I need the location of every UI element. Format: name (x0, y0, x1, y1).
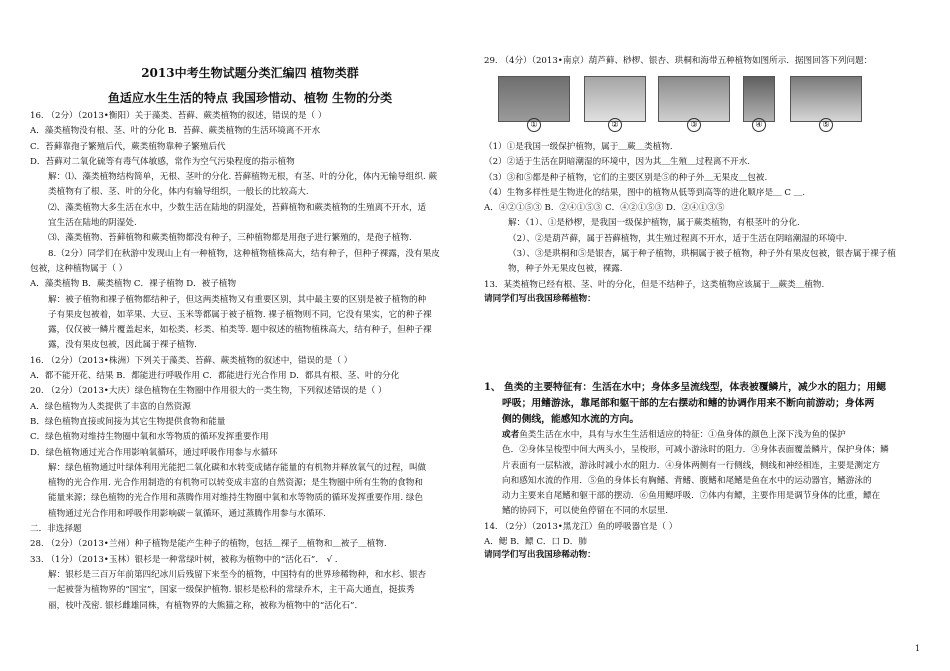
fish-text-line: 或者鱼类生活在水中，具有与水生生活相适应的特征：①鱼身体的颜色上深下浅为鱼的保护 (502, 430, 846, 440)
left-text-line: A．藻类植物 B．蕨类植物 C．裸子植物 D．被子植物 (30, 279, 237, 290)
fern-image (498, 76, 570, 122)
rare-animals-prompt: 请同学们写出我国珍稀动物： (484, 550, 596, 560)
figure-label-3: ③ (687, 118, 701, 132)
left-text-line: 16. （2分）（2013•衡阳）关于藻类、苔藓、蕨类植物的叙述，错误的是（ ） (30, 111, 327, 121)
answer-line: （2）、②是葫芦藓，属于苔藓植物，其生殖过程离不开水，适于生活在阴暗潮湿的环境中. (508, 233, 848, 244)
fish-alt-prefix: 或者 (502, 430, 520, 440)
figure-label-1: ① (527, 118, 541, 132)
left-text-line: 20. （2分）（2013•大庆）绿色植物在生物圈中作用很大的一类生物，下列叙述错误的是（ ） (30, 386, 387, 397)
moss-image (584, 76, 646, 122)
left-text-line: A．都不能开花、结果 B．都能进行呼吸作用 C．都能进行光合作用 D．都具有根、茎、叶的分化 (30, 371, 400, 382)
left-text-line: 类植物有了根、茎、叶的分化，体内有输导组织，一般长的比较高大. (48, 187, 309, 198)
left-text-line: A．绿色植物为人类提供了丰富的自然资源 (30, 401, 191, 412)
fish-text-line: 1、 鱼类的主要特征有：生活在水中；身体多呈流线型，体表被覆鳞片，减少水的阻力；用鳃 (484, 382, 887, 393)
left-text-line: 宜生活在陆地的阴湿处. (48, 218, 137, 229)
kelp-image (743, 76, 775, 122)
fish-text-line: 片表面有一层粘液，游泳时减小水的阻力．④身体两侧有一行侧线，侧线和神经相连，主要是测定方 (502, 460, 881, 471)
left-text-line: 植物的光合作用. 光合作用制造的有机物可以转变成丰富的自然资源；是生物圈中所有生物的食物和 (48, 478, 423, 489)
left-text-line: 解：绿色植物通过叶绿体利用光能把二氧化碳和水转变成储存能量的有机物并释放氧气的过程，叫做 (48, 462, 427, 473)
figure-label-4: ④ (752, 118, 766, 132)
left-text-line: 28. （2分）（2013•兰州）种子植物是能产生种子的植物，包括＿裸子＿植物和＿被子＿植物. (30, 539, 387, 550)
left-text-line: 33. （1分）（2013•玉林）银杉是一种常绿叶树，被称为植物中的“活化石”． √ ． (30, 554, 344, 565)
dove-tree-image (658, 76, 730, 122)
answer-line: （3）③和⑤都是种子植物，它们的主要区别是⑤的种子外＿无果皮＿包被. (484, 172, 768, 183)
sub-title: 鱼适应水生生活的特点 我国珍惜动、植物 生物的分类 (107, 91, 393, 105)
left-text-line: 露，没有果皮包被，因此属于裸子植物. (48, 340, 197, 351)
figure-label-2: ② (608, 118, 622, 132)
right-answers-block (484, 140, 924, 293)
left-text-line: 植物通过光合作用和呼吸作用影响碳－氧循环，通过蒸腾作用参与水循环. (48, 508, 326, 519)
fish-text-line: 侧的侧线，能感知水流的方向。 (502, 414, 640, 425)
left-text-line: C．苔藓靠孢子繁殖后代，蕨类植物靠种子繁殖后代 (30, 141, 226, 152)
left-text-line: 一起被誉为植物界的“国宝”，国家一级保护植物. 银杉是松科的常绿乔木，主干高大通直，挺拔秀 (48, 585, 415, 596)
left-text-line: 二．非选择题 (30, 524, 82, 535)
left-text-line: 露，仅仅被一鳞片覆盖起来，如松类、杉类、柏类等. 题中叙述的植物植株高大，结有种子，但种子裸 (48, 325, 432, 336)
plant-figure (498, 76, 908, 132)
figure-label-5: ⑤ (819, 118, 833, 132)
left-text-line: 解：银杉是三百万年前第四纪冰川后残留下来至今的植物，中国特有的世界珍稀物种，和水杉、银杏 (48, 569, 427, 580)
left-text-line: ⑵、藻类植物大多生活在水中，少数生活在陆地的阴湿处，苔藓植物和蕨类植物的生殖离不开水，适 (48, 202, 427, 213)
left-text-line: D．绿色植物通过光合作用影响氧循环，通过呼吸作用参与水循环 (30, 447, 278, 458)
left-text-line: A．藻类植物没有根、茎、叶的分化 B．苔藓、蕨类植物的生活环境离不开水 (30, 126, 321, 137)
answer-line: （1）①是我国一级保护植物，属于＿蕨＿类植物. (484, 142, 673, 152)
answer-line: 13．某类植物已经有根、茎、叶的分化，但是不结种子，这类植物应该属于＿蕨类＿植物. (484, 279, 825, 290)
answer-line: 解：（1）、①是桫椤，是我国一级保护植物，属于蕨类植物，有根茎叶的分化. (508, 218, 800, 229)
left-text-line: 能量来源；绿色植物的光合作用和蒸腾作用对维持生物圈中氧和水等物质的循环发挥重要作用. 绿色 (48, 493, 423, 504)
left-text-line: 子有果皮包被着，如苹果、大豆、玉米等都属于被子植物. 裸子植物则不同，它没有果实，它的种子裸 (48, 309, 432, 320)
fish-text-line: 动力主要来自尾鳍和躯干部的摆动．⑥鱼用鳃呼吸．⑦体内有鳔，主要作用是调节身体的比重，鳔在 (502, 491, 881, 502)
left-text-line: ⑶、藻类植物、苔藓植物和蕨类植物都没有种子，三种植物都是用孢子进行繁殖的，是孢子植物. (48, 233, 412, 244)
left-text-line: 16. （2分）（2013•株洲）下列关于藻类、苔藓、蕨类植物的叙述中，错误的是（ ） (30, 355, 353, 366)
answer-line: （4）生物多样性是生物进化的结果，图中的植物从低等到高等的进化顺序是＿ C ＿. (484, 187, 806, 198)
answer-line: （3）、③是珙桐和⑤是银杏，属于种子植物，珙桐属于被子植物，种子外有果皮包被，银杏属于裸子植 (508, 249, 896, 260)
question-29: 29. （4分）（2013•南京）葫芦藓、桫椤、银杏、珙桐和海带五种植物如图所示．据图回答下列问题： (484, 56, 873, 66)
main-title: 2013中考生物试题分类汇编四 植物类群 (141, 66, 359, 80)
fish-text-line: 向和感知水流的作用．⑤鱼的身体长有胸鳍、背鳍、腹鳍和尾鳍是鱼在水中的运动器官，鳍游泳的 (502, 475, 872, 486)
rare-plants-prompt: 请同学们写出我国珍稀植物： (484, 294, 596, 304)
fish-text-line: 呼吸；用鳍游泳，靠尾部和躯干部的左右摆动和鳍的协调作用来不断向前游动；身体两 (502, 398, 875, 409)
answer-line: （2）②适于生活在阴暗潮湿的环境中，因为其＿生殖＿过程离不开水. (484, 157, 751, 168)
left-text-line: C．绿色植物对维持生物圈中氧和水等物质的循环发挥重要作用 (30, 432, 269, 443)
page-number: 1 (914, 644, 920, 653)
left-text-line: 丽，枝叶茂密. 银杉雌雄同株，有植物界的大熊猫之称，被称为植物中的“活化石”． (48, 600, 364, 611)
left-text-block (30, 109, 470, 614)
ginkgo-image (790, 76, 862, 122)
fish-characteristics-block (484, 380, 924, 550)
fish-text-line: 鳍的协同下，可以使鱼停留在不同的水层里. (502, 506, 669, 517)
left-text-line: 解：⑴、藻类植物结构简单，无根、茎叶的分化. 苔藓植物无根，有茎、叶的分化，体内无输导组织. 蕨 (48, 172, 438, 183)
left-text-line: 包被，这种植物属于（ ） (30, 263, 128, 274)
left-text-line: D．苔藓对二氧化硫等有毒气体敏感，常作为空气污染程度的指示植物 (30, 156, 295, 167)
left-text-line: B．绿色植物直接或间接为其它生物提供食物和能量 (30, 416, 226, 427)
left-text-line: 解：被子植物和裸子植物都结种子，但这两类植物又有重要区别，其中最主要的区别是被子植物的种 (48, 294, 427, 305)
fish-text-line: 14. （2分）（2013•黑龙江）鱼的呼吸器官是（ ） (484, 521, 678, 532)
answer-line: A．④②①⑤③ B．②④①⑤③ C．④②①⑤③ D．②④①③⑤ (484, 203, 725, 214)
answer-line: 物，种子外无果皮包被，裸露. (508, 264, 623, 275)
fish-text-line: 色．②身体呈梭型中间大两头小，呈梭形，可减小游泳时的阻力．③身体表面覆盖鳞片，保护身体；鳞 (502, 445, 889, 456)
left-text-line: 8.（2分）同学们在秋游中发现山上有一种植物，这种植物植株高大，结有种子，但种子裸露，没有果皮 (48, 248, 440, 259)
fish-text-line: A．鳃 B．鳔 C．口 D．肺 (484, 537, 587, 548)
